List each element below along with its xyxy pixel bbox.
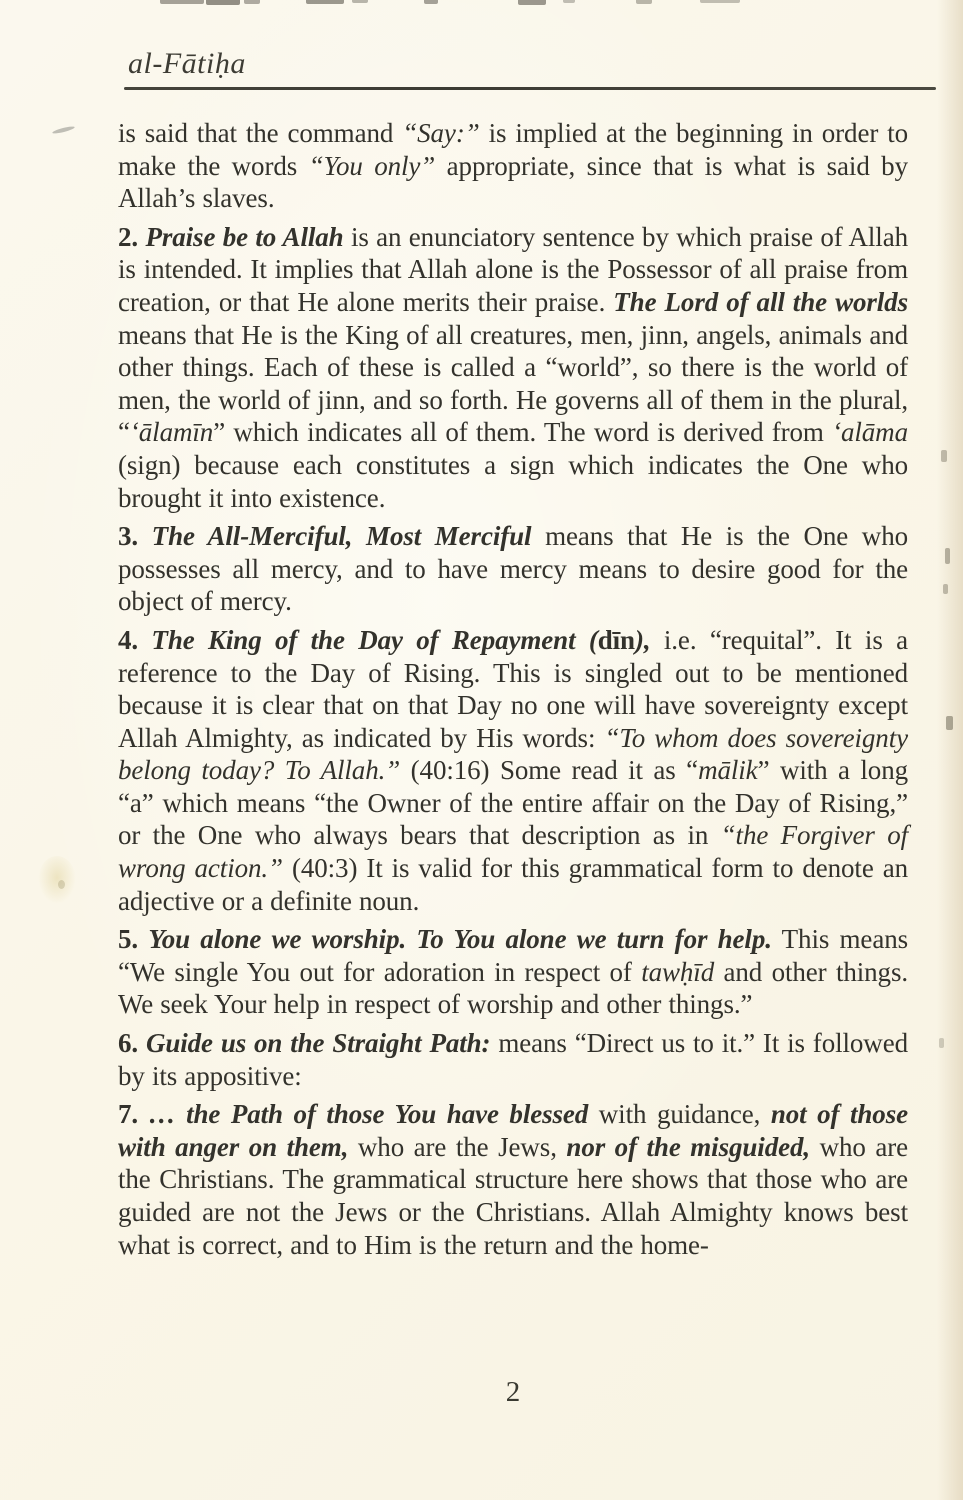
text-run-b: 7. — [118, 1099, 149, 1130]
paragraph — [118, 1027, 908, 1092]
text-run: appropriate, since that is what is said by Allah’s slaves. — [118, 150, 908, 214]
text-run-bi: nor of the misguided, — [566, 1131, 811, 1162]
text-run-i: “Say:” — [402, 118, 480, 148]
text-run: means that He is the King of all creatures, men, jinn, angels, animals and other things. Each of these is called a “world”, so there is the world of men, the world of jinn, and so forth. He governs all of them in the plural, “ — [118, 319, 908, 448]
text-run: ” which indicates all of them. The word is derived from — [213, 417, 833, 448]
text-run-bi: The Lord of all the worlds — [613, 286, 908, 317]
text-run-bi: Guide us on the Straight Path: — [145, 1028, 491, 1059]
scan-artifact-top — [424, 0, 438, 4]
text-run-bi: ), — [634, 624, 651, 655]
paragraph — [118, 520, 908, 618]
text-run-bi: The King of the Day of Repayment ( — [151, 624, 598, 655]
text-run-b: 3. — [118, 521, 152, 552]
paragraph — [118, 624, 908, 917]
page-edge-shading — [937, 0, 963, 1500]
scan-smudge — [38, 856, 76, 904]
scan-artifact-edge — [941, 450, 947, 462]
text-run: (sign) because each constitutes a sign which indicates the One who brought it into existence. — [118, 449, 908, 513]
text-run: is said that the command — [118, 118, 403, 148]
paragraph — [118, 117, 908, 215]
text-run: (40:16) Some read it as “ — [400, 755, 699, 786]
scan-artifact-top — [563, 0, 575, 3]
scan-artifact-top — [206, 0, 240, 5]
paragraph — [118, 221, 908, 514]
scan-artifact-top — [352, 0, 368, 3]
text-run-i: mālik — [698, 755, 758, 786]
paragraph — [118, 923, 908, 1021]
page-number: 2 — [505, 1376, 521, 1408]
text-run-i: ‘alāma — [832, 417, 908, 448]
text-run: (40:3) It is valid for this grammatical form to denote an adjective or a definite noun. — [118, 853, 908, 916]
scan-artifact-edge — [945, 548, 950, 564]
text-run: is implied at the beginning in order to make the words — [118, 118, 908, 181]
scan-artifact-edge — [946, 716, 953, 730]
text-run-bi: The All-Merciful, Most Merciful — [151, 521, 532, 552]
text-run-b: 6. — [118, 1028, 146, 1059]
scan-artifact-top — [636, 0, 652, 4]
paragraph — [118, 1098, 908, 1261]
scan-artifact-tilde — [52, 125, 75, 134]
header-rule — [124, 87, 936, 90]
scan-artifact-top — [700, 0, 740, 3]
scan-artifact-top — [244, 0, 260, 4]
text-run-i: “the Forgiver of wrong action.” — [118, 820, 908, 884]
scan-artifact-edge — [939, 1038, 944, 1048]
text-run: with guidance, — [588, 1099, 771, 1130]
text-run-bi: Praise be to Allah — [145, 221, 344, 252]
scan-artifact-top — [160, 0, 204, 4]
text-run: means “Direct us to it.” It is followed by its appositive: — [118, 1028, 908, 1091]
body-text — [118, 117, 908, 1267]
text-run-bi: not of those with anger on them, — [118, 1099, 908, 1162]
text-run-b: dīn — [597, 624, 635, 655]
scan-artifact-top — [306, 0, 344, 4]
scan-smudge-dot — [58, 880, 65, 889]
text-run-i: “To whom does sovereignty belong today? To Allah.” — [118, 722, 908, 786]
text-run: i.e. “requital”. It is a reference to the Day of Rising. This is singled out to be mentioned because it is clear that on that Day no one will have sovereignty except Allah Almighty, as indicated by His words: — [118, 624, 908, 753]
running-header-title: al-Fātiḥa — [128, 47, 246, 80]
text-run: who are the Christians. The grammatical structure here shows that those who are guided are not the Jews or the Christians. Allah Almighty knows best what is correct, and to Him is the return and the home- — [118, 1131, 909, 1260]
text-run-i: tawḥīd — [641, 956, 715, 987]
text-run-b: 5. — [118, 924, 149, 955]
text-run-bi: … the Path of those You have blessed — [148, 1099, 589, 1130]
text-run-i: “You only” — [308, 150, 436, 181]
text-run: ” with a long “a” which means “the Owner of the entire affair on the Day of Rising,” or the One who always bears that description as in — [118, 755, 909, 851]
text-run: means that He is the One who possesses all mercy, and to have mercy means to desire good for the object of mercy. — [118, 521, 908, 617]
text-run-b: 2. — [118, 221, 146, 252]
text-run-bi: You alone we worship. To You alone we turn for help. — [148, 924, 772, 955]
text-run-b: 4. — [118, 624, 152, 655]
scan-artifact-top — [518, 0, 546, 5]
scan-artifact-edge — [943, 584, 948, 594]
text-run: is an enunciatory sentence by which praise of Allah is intended. It implies that Allah alone is the Possessor of all praise from creation, or that He alone merits their praise. — [118, 221, 908, 317]
text-run: This means “We single You out for adoration in respect of — [118, 924, 909, 987]
text-run: who are the Jews, — [348, 1131, 567, 1162]
text-run: and other things. We seek Your help in respect of worship and other things.” — [118, 956, 908, 1020]
text-run-i: ‘ālamīn — [129, 417, 214, 448]
